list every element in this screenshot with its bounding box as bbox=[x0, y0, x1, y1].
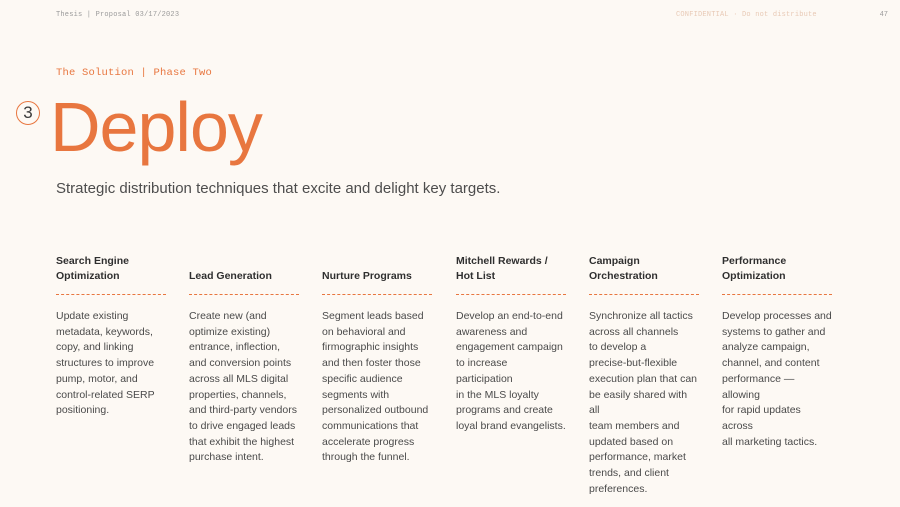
document-label: Thesis | Proposal 03/17/2023 bbox=[56, 11, 180, 19]
step-number-badge: 3 bbox=[16, 101, 40, 125]
tactic-description-line: to increase participation bbox=[456, 357, 513, 385]
tactic-heading-line: Search Engine bbox=[56, 254, 129, 267]
tactic-heading-line: Orchestration bbox=[589, 270, 658, 283]
dashed-divider bbox=[722, 294, 832, 295]
tactic-description-line: across all channels bbox=[589, 325, 679, 338]
tactic-description-line: and third-party vendors bbox=[189, 404, 297, 417]
page-number: 47 bbox=[879, 11, 888, 19]
dashed-divider bbox=[189, 294, 299, 295]
tactic-description-line: Develop an end-to-end bbox=[456, 310, 563, 322]
tactic-description-line: programs and create bbox=[456, 404, 553, 417]
tactic-column bbox=[722, 253, 832, 450]
tactic-description-line: precise-but-flexible bbox=[589, 357, 678, 370]
tactic-description-line: all marketing tactics. bbox=[722, 435, 818, 448]
tactic-description-line: to develop a bbox=[589, 341, 647, 354]
tactic-description-line: segments with bbox=[322, 388, 390, 401]
tactic-description-line: accelerate progress bbox=[322, 435, 415, 448]
page-subtitle: Strategic distribution techniques that excite and delight key targets. bbox=[56, 180, 501, 197]
tactic-description-line: and then foster those bbox=[322, 357, 421, 370]
tactic-description-line: on behavioral and bbox=[322, 325, 406, 338]
tactic-heading-line: Lead Generation bbox=[189, 270, 272, 283]
tactic-heading bbox=[322, 253, 432, 285]
tactic-description-line: analyze campaign, bbox=[722, 341, 810, 354]
tactic-description-line: and conversion points bbox=[189, 357, 292, 370]
tactic-column bbox=[189, 253, 299, 466]
tactic-heading bbox=[456, 253, 566, 285]
tactic-description-line: firmographic insights bbox=[322, 341, 419, 354]
tactic-description-line: purchase intent. bbox=[189, 451, 264, 464]
tactic-column bbox=[589, 253, 699, 497]
tactic-description-line: team members and bbox=[589, 419, 680, 432]
dashed-divider bbox=[589, 294, 699, 295]
tactic-description-line: updated based on bbox=[589, 435, 674, 448]
tactic-heading-line: Nurture Programs bbox=[322, 270, 412, 283]
tactic-description-line: trends, and client bbox=[589, 467, 669, 480]
tactic-description-line: awareness and bbox=[456, 325, 528, 338]
tactic-heading-line: Performance bbox=[722, 254, 787, 267]
confidential-notice: CONFIDENTIAL · Do not distribute bbox=[676, 11, 817, 19]
tactic-heading-line: Optimization bbox=[722, 270, 786, 283]
tactic-heading-line: Hot List bbox=[456, 270, 496, 283]
tactic-heading bbox=[56, 253, 166, 285]
tactic-description-line: structures to improve bbox=[56, 357, 155, 370]
tactic-description-line: performance, market bbox=[589, 451, 686, 464]
tactic-description bbox=[56, 309, 166, 419]
tactic-description-line: specific audience bbox=[322, 372, 403, 385]
tactic-heading bbox=[722, 253, 832, 285]
tactic-description-line: pump, motor, and bbox=[56, 372, 138, 385]
tactic-description-line: positioning. bbox=[56, 404, 110, 417]
tactic-description-line: performance — allowing bbox=[722, 372, 795, 401]
tactic-column bbox=[322, 253, 432, 466]
tactic-heading bbox=[189, 253, 299, 285]
tactic-description-line: through the funnel. bbox=[322, 451, 410, 464]
tactic-description-line: across all MLS digital bbox=[189, 372, 289, 385]
tactics-columns bbox=[56, 253, 846, 493]
tactic-column bbox=[56, 253, 166, 419]
tactic-description-line: Update existing bbox=[56, 310, 129, 322]
tactic-description bbox=[589, 309, 699, 497]
tactic-description-line: to drive engaged leads bbox=[189, 419, 296, 432]
tactic-description-line: channel, and content bbox=[722, 357, 820, 370]
tactic-description-line: for rapid updates across bbox=[722, 404, 801, 432]
tactic-heading-line: Mitchell Rewards / bbox=[456, 254, 548, 267]
tactic-description-line: systems to gather and bbox=[722, 325, 826, 338]
dashed-divider bbox=[456, 294, 566, 295]
page-title: Deploy bbox=[50, 88, 262, 166]
tactic-heading bbox=[589, 253, 699, 285]
tactic-description-line: communications that bbox=[322, 419, 419, 432]
tactic-description-line: Synchronize all tactics bbox=[589, 310, 693, 322]
tactic-description-line: optimize existing) bbox=[189, 325, 271, 338]
tactic-description bbox=[722, 309, 832, 450]
tactic-description bbox=[456, 309, 566, 435]
tactic-heading-line: Optimization bbox=[56, 270, 120, 283]
dashed-divider bbox=[322, 294, 432, 295]
section-label: The Solution | Phase Two bbox=[56, 67, 213, 79]
tactic-description-line: be easily shared with all bbox=[589, 388, 688, 417]
tactic-description-line: Segment leads based bbox=[322, 310, 424, 322]
tactic-description-line: copy, and linking bbox=[56, 341, 134, 354]
dashed-divider bbox=[56, 294, 166, 295]
tactic-description bbox=[322, 309, 432, 466]
tactic-description-line: preferences. bbox=[589, 482, 648, 495]
tactic-heading-line: Campaign bbox=[589, 254, 640, 267]
tactic-description-line: entrance, inflection, bbox=[189, 341, 281, 354]
tactic-description-line: control-related SERP bbox=[56, 388, 155, 401]
tactic-description bbox=[189, 309, 299, 466]
tactic-description-line: metadata, keywords, bbox=[56, 325, 153, 338]
tactic-description-line: in the MLS loyalty bbox=[456, 388, 539, 401]
tactic-description-line: execution plan that can bbox=[589, 372, 697, 385]
tactic-description-line: properties, channels, bbox=[189, 388, 287, 401]
tactic-description-line: that exhibit the highest bbox=[189, 435, 295, 448]
tactic-description-line: personalized outbound bbox=[322, 404, 429, 417]
tactic-description-line: Develop processes and bbox=[722, 310, 832, 322]
tactic-column bbox=[456, 253, 566, 435]
tactic-description-line: loyal brand evangelists. bbox=[456, 419, 566, 432]
tactic-description-line: Create new (and bbox=[189, 310, 267, 322]
tactic-description-line: engagement campaign bbox=[456, 341, 563, 354]
